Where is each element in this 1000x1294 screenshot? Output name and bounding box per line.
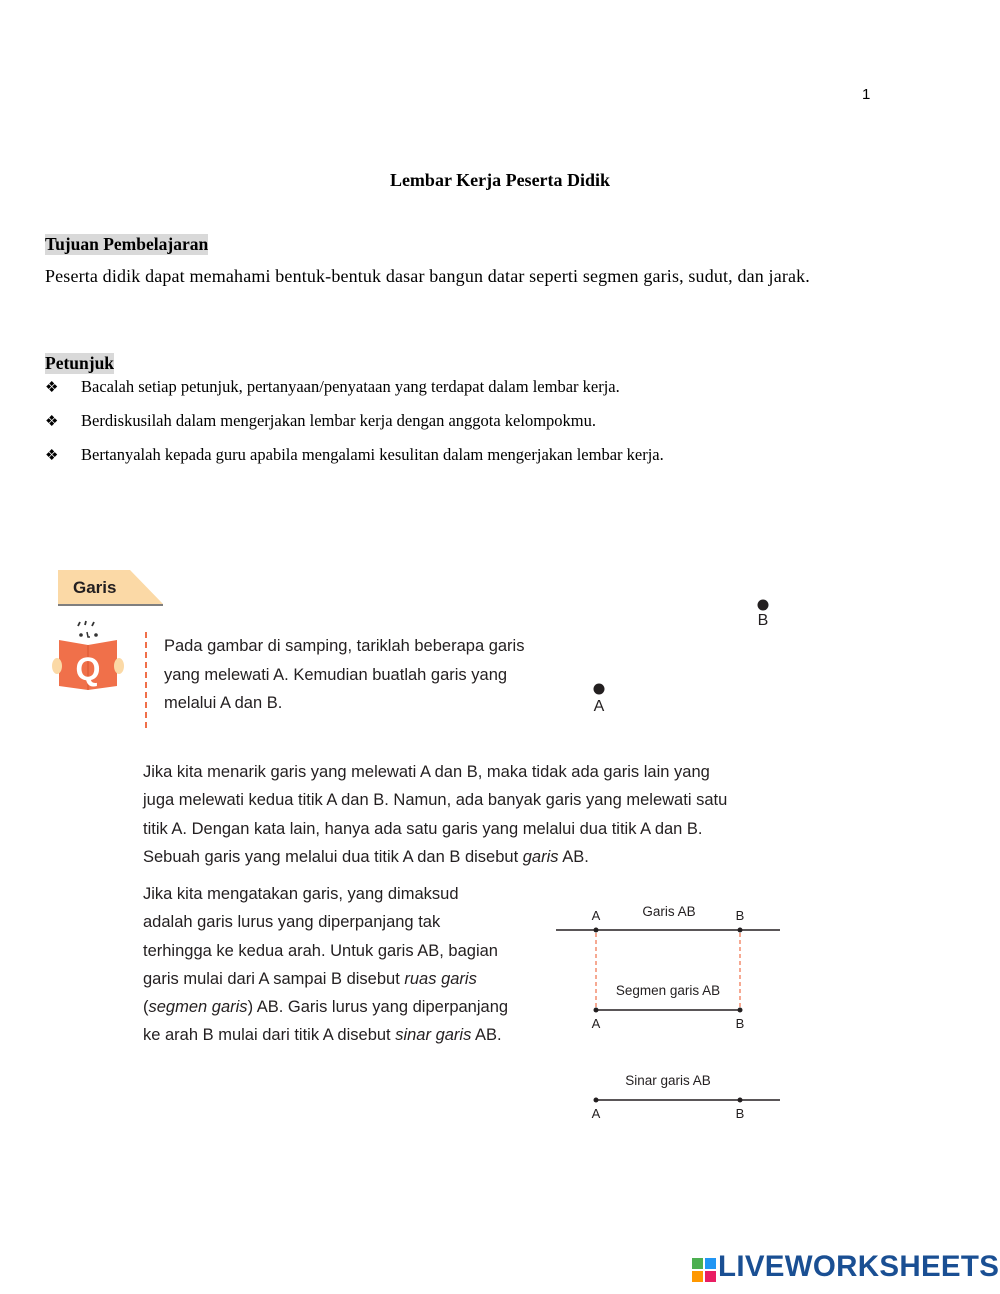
diamond-bullet-icon: ❖: [45, 380, 59, 396]
tujuan-heading: Tujuan Pembelajaran: [45, 234, 209, 254]
liveworksheets-logo-text: LIVEWORKSHEETS: [718, 1250, 1000, 1283]
diamond-bullet-icon: ❖: [45, 448, 59, 464]
point-a-dot: [594, 684, 605, 695]
point-b-label: B: [757, 612, 769, 629]
petunjuk-item: ❖ Bacalah setiap petunjuk, pertanyaan/penyataan yang terdapat dalam lembar kerja.: [45, 377, 620, 396]
segmen-ab-label: Segmen garis AB: [615, 983, 721, 998]
svg-text:A: A: [591, 1016, 601, 1031]
question-book-icon: [50, 620, 126, 692]
diamond-bullet-icon: ❖: [45, 414, 59, 430]
garis-ab-label: Garis AB: [642, 904, 696, 919]
svg-text:B: B: [735, 908, 745, 923]
page-number: 1: [862, 86, 871, 103]
petunjuk-item: ❖ Berdiskusilah dalam mengerjakan lembar kerja dengan anggota kelompokmu.: [45, 411, 597, 430]
point-a-label: A: [593, 698, 605, 715]
question-text: Pada gambar di samping, tariklah beberapa garis yang melewati A. Kemudian buatlah garis yang melalui A dan B.: [164, 637, 525, 712]
page-title: Lembar Kerja Peserta Didik: [389, 170, 611, 190]
svg-text:B: B: [735, 1106, 745, 1121]
paragraph-garis: Jika kita menarik garis yang melewati A dan B, maka tidak ada garis lain yang juga melewati kedua titik A dan B. Namun, ada banyak garis yang melewati satu titik A. Dengan kata lain, hanya ada satu garis yang melalui dua titik A dan B. Sebuah garis yang melalui dua titik A dan B disebut garis AB.: [143, 763, 728, 866]
garis-tab-label: Garis: [73, 578, 117, 597]
paragraph-definisi: Jika kita mengatakan garis, yang dimaksud adalah garis lurus yang diperpanjang tak terhingga ke kedua arah. Untuk garis AB, bagian garis mulai dari A sampai B disebut ruas garis (segmen garis) AB. Garis lurus yang diperpanjang ke arah B mulai dari titik A disebut sinar garis AB.: [143, 885, 509, 1045]
petunjuk-heading: Petunjuk: [45, 353, 115, 373]
q-letter: Q: [75, 651, 101, 687]
sinar-ab-label: Sinar garis AB: [625, 1073, 711, 1088]
dashed-divider: [145, 632, 147, 728]
petunjuk-item: ❖ Bertanyalah kepada guru apabila mengalami kesulitan dalam mengerjakan lembar kerja.: [45, 445, 664, 464]
garis-diagram: [550, 895, 790, 1125]
liveworksheets-logo-icon: [692, 1258, 716, 1282]
points-figure: [585, 595, 785, 720]
tujuan-text: Peserta didik dapat memahami bentuk-bentuk dasar bangun datar seperti segmen garis, sudut, dan jarak.: [45, 266, 810, 286]
svg-text:A: A: [591, 1106, 601, 1121]
svg-text:A: A: [591, 908, 601, 923]
svg-text:B: B: [735, 1016, 745, 1031]
point-b-dot: [758, 600, 769, 611]
